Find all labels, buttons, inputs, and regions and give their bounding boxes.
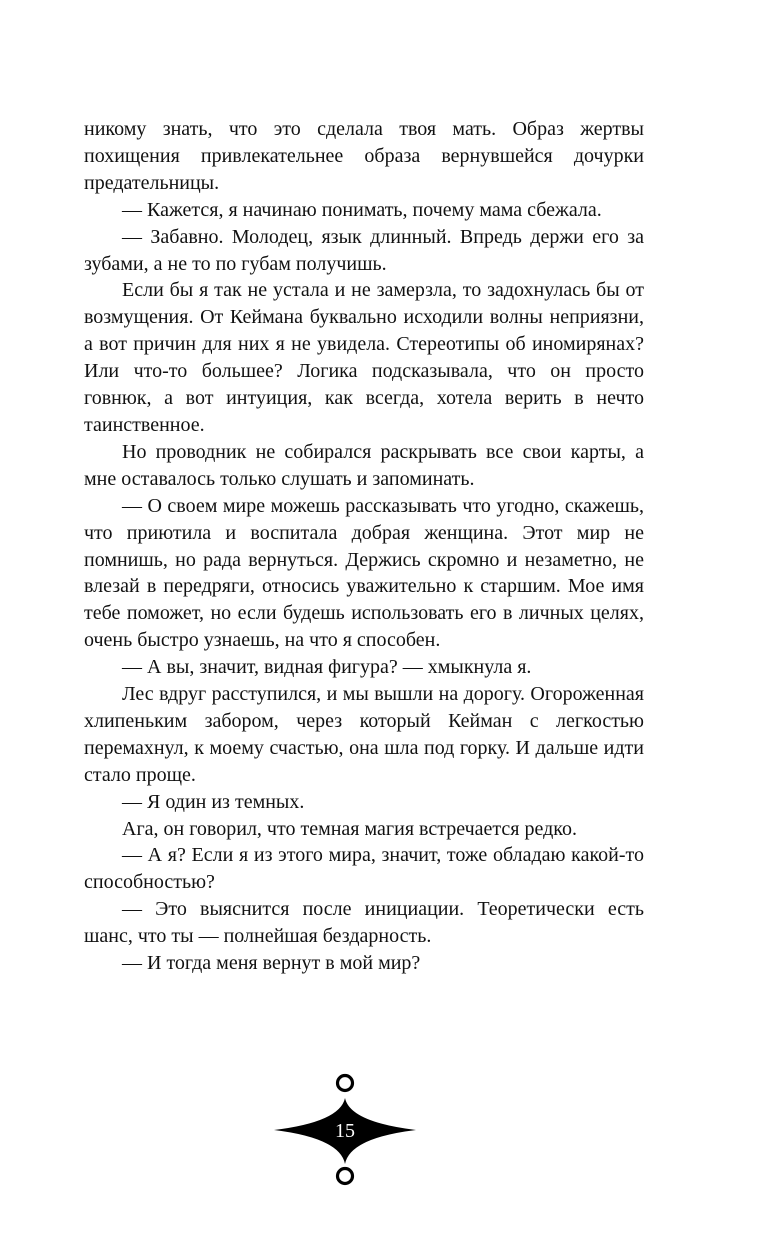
paragraph-11: — А я? Если я из этого мира, значит, тоже обладаю какой-то способностью?	[84, 844, 644, 894]
page-number: 15	[335, 1120, 355, 1142]
paragraph-5: Но проводник не собирался раскрывать все свои карты, а мне оставалось только слушать и запоминать.	[84, 440, 644, 490]
paragraph-4: Если бы я так не устала и не замерзла, то задохнулась бы от возмущения. От Кеймана буквально исходили волны неприязни, а вот причин для них я не увидела. Стереотипы об иномирянах? Или что-то большее? Логика подсказывала, что он просто говнюк, а вот интуиция, как всегда, хотела верить в нечто таинственное.	[84, 279, 644, 436]
page-body-text	[84, 116, 644, 977]
paragraph-6: — О своем мире можешь рассказывать что угодно, скажешь, что приютила и воспитала добрая женщина. Этот мир не помнишь, но рада вернуться. Держись скромно и незаметно, не влезай в передряги, относись уважительно к старшим. Мое имя тебе поможет, но если будешь использовать его в личных целях, очень быстро узнаешь, на что я способен.	[84, 494, 644, 652]
paragraph-8: Лес вдруг расступился, и мы вышли на дорогу. Огороженная хлипеньким забором, через который Кейман с легкостью перемахнул, к моему счастью, она шла под горку. И дальше идти стало проще.	[84, 683, 644, 786]
paragraph-13: — И тогда меня вернут в мой мир?	[122, 952, 421, 975]
page-number-ornament	[270, 1070, 420, 1190]
paragraph-12: — Это выяснится после инициации. Теоретически есть шанс, что ты — полнейшая бездарность.	[84, 898, 644, 948]
paragraph-10: Ага, он говорил, что темная магия встречается редко.	[122, 817, 577, 840]
paragraph-3: — Забавно. Молодец, язык длинный. Впредь держи его за зубами, а не то по губам получишь.	[84, 225, 644, 275]
paragraph-7: — А вы, значит, видная фигура? — хмыкнула я.	[122, 656, 532, 679]
paragraph-1: никому знать, что это сделала твоя мать. Образ жертвы похищения привлекательнее образа вернувшейся дочурки предательницы.	[84, 118, 644, 194]
ornament-top-ring-icon	[338, 1076, 353, 1091]
paragraph-2: — Кажется, я начинаю понимать, почему мама сбежала.	[122, 198, 602, 221]
ornament-bottom-ring-icon	[338, 1169, 353, 1184]
paragraph-9: — Я один из темных.	[122, 790, 305, 813]
